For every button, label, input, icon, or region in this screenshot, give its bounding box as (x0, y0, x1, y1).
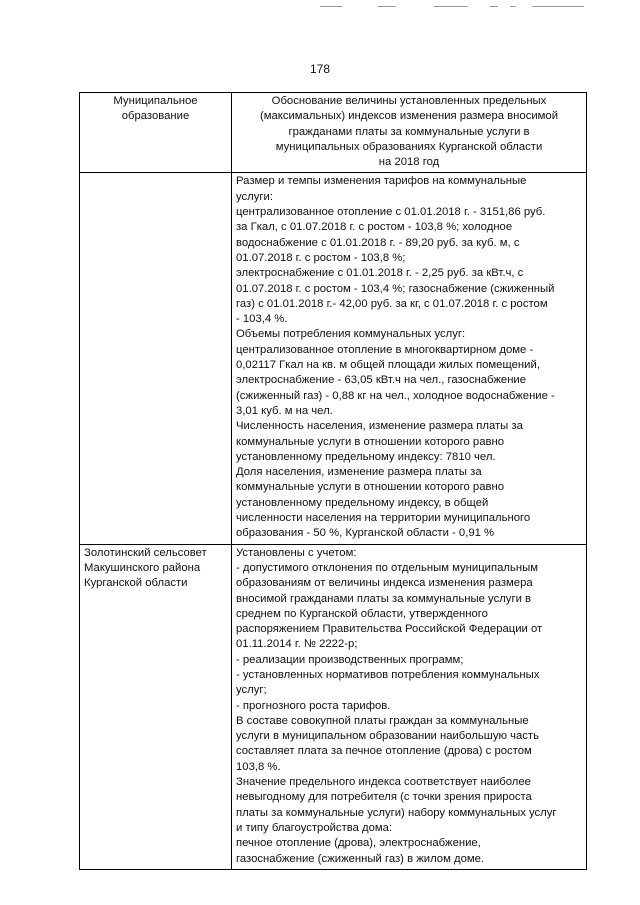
text-line: - допустимого отклонения по отдельным муниципальным (236, 561, 538, 574)
text-line: 01.07.2018 г. с ростом - 103,4 %; газоснабжение (сжиженный (236, 282, 555, 295)
text-line: образования - 50 %, Курганской области - 0,91 % (236, 527, 495, 540)
text-line: на 2018 год (378, 156, 440, 169)
text-line: Курганской области (84, 577, 188, 590)
text-line: централизованное отопление с 01.01.2018 г. - 3151,86 руб. (236, 206, 546, 219)
page-number: 178 (309, 62, 331, 76)
text-line: электроснабжение - 63,05 кВт.ч на чел., газоснабжение (236, 374, 527, 387)
text-line: Макушинского района (84, 561, 201, 574)
text-line: образованиям от величины индекса изменения размера (236, 577, 533, 590)
text-line: 3,01 куб. м на чел. (236, 404, 333, 417)
text-line: за Гкал, с 01.07.2018 г. с ростом - 103,8 %; холодное (236, 221, 513, 234)
text-line: Обоснование величины установленных предельных (271, 95, 547, 107)
text-line: - 103,4 %. (236, 313, 288, 326)
text-line: услуги в муниципальном образовании наибольшую часть (236, 730, 539, 743)
row2-municipality (80, 544, 232, 869)
text-line: и типу благоустройства дома: (236, 821, 393, 834)
justification-table (79, 92, 587, 870)
table-row (80, 544, 587, 869)
text-line: коммунальные услуги в отношении которого равно (236, 481, 505, 494)
text-line: 01.11.2014 г. № 2222-р; (236, 638, 358, 651)
text-line: - прогнозного роста тарифов. (236, 699, 391, 712)
table-row (80, 173, 587, 544)
text-line: распоряжением Правительства Российской Федерации от (236, 623, 543, 636)
row2-justification (232, 544, 587, 869)
header-justification (232, 93, 587, 173)
text-line: 103,8 %. (236, 760, 281, 773)
text-line: Размер и темпы изменения тарифов на коммунальные (236, 175, 527, 188)
text-line: водоснабжение с 01.01.2018 г. - 89,20 руб. за куб. м, с (236, 236, 520, 249)
text-line: - установленных нормативов потребления коммунальных (236, 668, 540, 681)
table-header-row (80, 93, 587, 173)
text-line: газ) с 01.01.2018 г.- 42,00 руб. за кг, с 01.07.2018 г. с ростом (236, 297, 548, 310)
text-line: (максимальных) индексов изменения размера вносимой (259, 110, 559, 123)
text-line: муниципальных образованиях Курганской области (275, 140, 543, 153)
text-line: Установлены с учетом: (236, 546, 357, 559)
text-line: услуги: (236, 190, 273, 203)
text-line: образование (121, 110, 190, 123)
text-line: Значение предельного индекса соответствует наиболее (236, 776, 531, 789)
text-line: платы за коммунальные услуги) набору коммунальных услуг (236, 806, 557, 819)
text-line: вносимой гражданами платы за коммунальные услуги в (236, 592, 532, 605)
text-line: невыгодному для потребителя (с точки зрения прироста (236, 791, 532, 804)
header-municipality (80, 93, 232, 173)
text-line: услуг; (236, 684, 267, 697)
text-line: 01.07.2018 г. с ростом - 103,8 %; (236, 251, 406, 264)
text-line: установленному предельному индексу, в общей (236, 496, 489, 509)
text-line: газоснабжение (сжиженный газ) в жилом доме. (236, 852, 485, 865)
scan-artifacts (300, 6, 600, 9)
text-line: Объемы потребления коммунальных услуг: (236, 328, 466, 341)
text-line: (сжиженный газ) - 0,88 кг на чел., холодное водоснабжение - (236, 389, 555, 402)
row1-municipality (80, 173, 232, 544)
text-line: Муниципальное (113, 95, 198, 107)
text-line: электроснабжение с 01.01.2018 г. - 2,25 руб. за кВт.ч, с (236, 267, 524, 280)
text-line: Доля населения, изменение размера платы за (236, 466, 482, 479)
text-line: 0,02117 Гкал на кв. м общей площади жилых помещений, (236, 359, 540, 372)
text-line: Золотинский сельсовет (84, 546, 207, 559)
text-line: установленному предельному индексу: 7810 чел. (236, 450, 496, 463)
text-line: среднем по Курганской области, утвержденного (236, 607, 488, 620)
row1-justification (232, 173, 587, 544)
text-line: коммунальные услуги в отношении которого равно (236, 435, 505, 448)
text-line: В составе совокупной платы граждан за коммунальные (236, 714, 529, 727)
text-line: централизованное отопление в многоквартирном доме - (236, 343, 534, 356)
text-line: составляет плата за печное отопление (дрова) с ростом (236, 745, 532, 758)
text-line: гражданами платы за коммунальные услуги в (288, 125, 530, 138)
text-line: Численность населения, изменение размера платы за (236, 420, 523, 433)
text-line: печное отопление (дрова), электроснабжение, (236, 837, 481, 850)
text-line: численности населения на территории муниципального (236, 512, 531, 525)
text-line: - реализации производственных программ; (236, 653, 464, 666)
